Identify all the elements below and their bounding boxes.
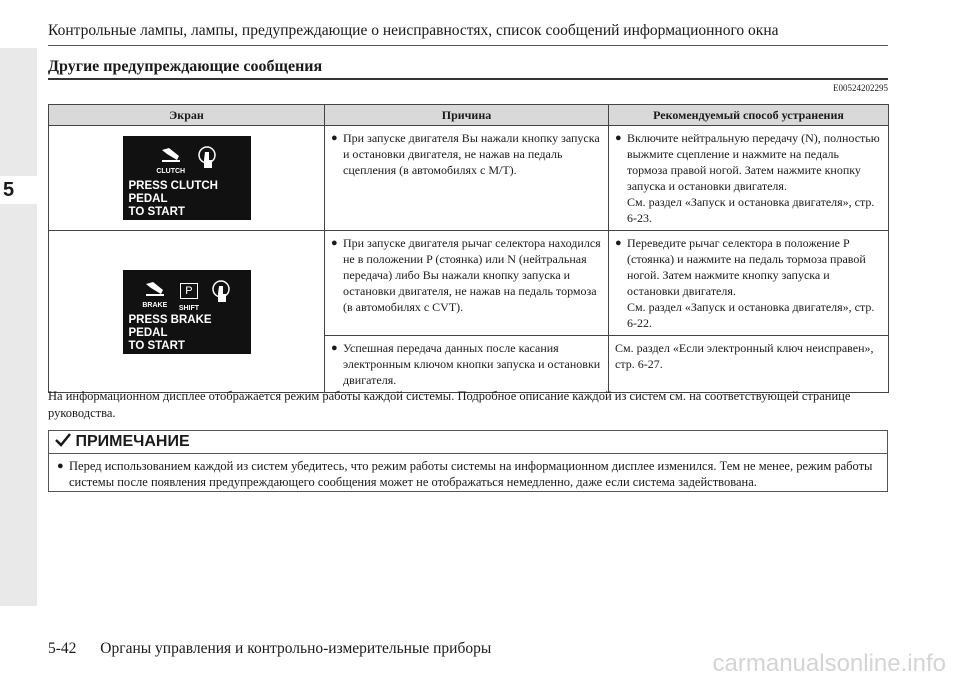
shift-label: SHIFT xyxy=(178,304,200,312)
col-header-screen: Экран xyxy=(49,105,325,126)
display-screen-clutch xyxy=(123,136,251,220)
cause-text: При запуске двигателя рычаг селектора находился не в положении P (стоянка) или N (нейтральная передача) либо Вы нажали кнопку запуска и остановки двигателя, не нажав на педаль тормоза (в автомобилях с CVT). xyxy=(343,236,601,314)
page-number: 5-42 xyxy=(48,640,77,657)
screen-text-line1: PRESS BRAKE PEDAL xyxy=(128,313,212,339)
table-row xyxy=(49,126,889,231)
table-header-row xyxy=(49,105,889,126)
note-check-icon xyxy=(55,433,75,450)
display-screen-brake xyxy=(123,270,251,354)
chapter-tab: 5 xyxy=(0,176,37,204)
screen-cell xyxy=(49,231,325,393)
table-row xyxy=(49,231,889,336)
cause-text: При запуске двигателя Вы нажали кнопку запуска и остановки двигателя, не нажав на педаль сцепления (в автомобилях с M/T). xyxy=(343,131,600,177)
note-box xyxy=(48,430,888,492)
finger-touch-icon xyxy=(197,146,217,172)
footer-chapter: Органы управления и контрольно-измерительные приборы xyxy=(100,640,492,657)
note-heading-text: ПРИМЕЧАНИЕ xyxy=(75,433,190,450)
remedy-cell xyxy=(609,336,889,393)
clutch-label: CLUTCH xyxy=(156,168,186,175)
remedy-text: См. раздел «Если электронный ключ неисправен», стр. 6-27. xyxy=(615,341,874,371)
bullet-icon: ● xyxy=(57,460,64,472)
remedy-ref: См. раздел «Запуск и остановка двигателя», стр. 6-23. xyxy=(627,195,875,225)
note-text: Перед использованием каждой из систем убедитесь, что режим работы системы на информационном дисплее изменился. Тем не менее, режим работы системы после появления предупреждающего сообщения может не отображаться немедленно, даже если система задействована. xyxy=(69,459,873,489)
cause-cell xyxy=(325,336,609,393)
bullet-icon: ● xyxy=(615,132,622,144)
p-indicator: P xyxy=(180,283,198,299)
col-header-cause: Причина xyxy=(325,105,609,126)
foot-pedal-icon xyxy=(156,146,185,180)
brake-pedal-icon xyxy=(142,280,167,314)
remedy-ref: См. раздел «Запуск и остановка двигателя», стр. 6-22. xyxy=(627,300,875,330)
header-rule xyxy=(48,45,888,46)
screen-text-line1: PRESS CLUTCH PEDAL xyxy=(128,180,218,205)
bullet-icon: ● xyxy=(615,237,622,249)
bullet-icon: ● xyxy=(331,342,338,354)
bullet-icon: ● xyxy=(331,132,338,144)
cause-cell xyxy=(325,231,609,336)
title-rule xyxy=(48,78,888,80)
screen-icons xyxy=(123,146,251,180)
note-body xyxy=(49,454,887,494)
remedy-text: Переведите рычаг селектора в положение P (стоянка) и нажмите на педаль тормоза правой ногой. Затем нажмите кнопку запуска и остановки двигателя. xyxy=(627,236,866,298)
page-footer xyxy=(48,640,511,658)
body-paragraph: На информационном дисплее отображается режим работы каждой системы. Подробное описание каждой из систем см. на соответствующей странице руководства. xyxy=(48,389,851,420)
note-heading xyxy=(49,431,887,454)
shift-p-icon xyxy=(179,280,199,317)
brake-label: BRAKE xyxy=(142,301,168,309)
screen-cell xyxy=(49,126,325,231)
cause-text: Успешная передача данных после касания электронным ключом кнопки запуска и остановки двигателя. xyxy=(343,341,601,387)
bullet-icon: ● xyxy=(331,237,338,249)
section-title: Другие предупреждающие сообщения xyxy=(48,58,323,75)
remedy-text: Включите нейтральную передачу (N), полностью выжмите сцепление и нажмите на педаль тормоза правой ногой. Затем нажмите кнопку запуска и остановки двигателя. xyxy=(627,131,880,193)
remedy-cell xyxy=(609,126,889,231)
running-title: Контрольные лампы, лампы, предупреждающие о неисправностях, список сообщений информационного окна xyxy=(48,22,779,39)
sidebar-band xyxy=(0,48,37,606)
watermark: carmanualsonline.info xyxy=(712,650,946,677)
remedy-cell xyxy=(609,231,889,336)
section-code: E00524202295 xyxy=(833,83,888,93)
finger-touch-icon xyxy=(211,280,231,306)
screen-text-line2: TO START xyxy=(128,339,185,352)
col-header-remedy: Рекомендуемый способ устранения xyxy=(609,105,889,126)
screen-text-line2: TO START xyxy=(128,206,185,218)
screen-icons xyxy=(123,280,251,317)
cause-cell xyxy=(325,126,609,231)
message-table xyxy=(48,104,889,393)
